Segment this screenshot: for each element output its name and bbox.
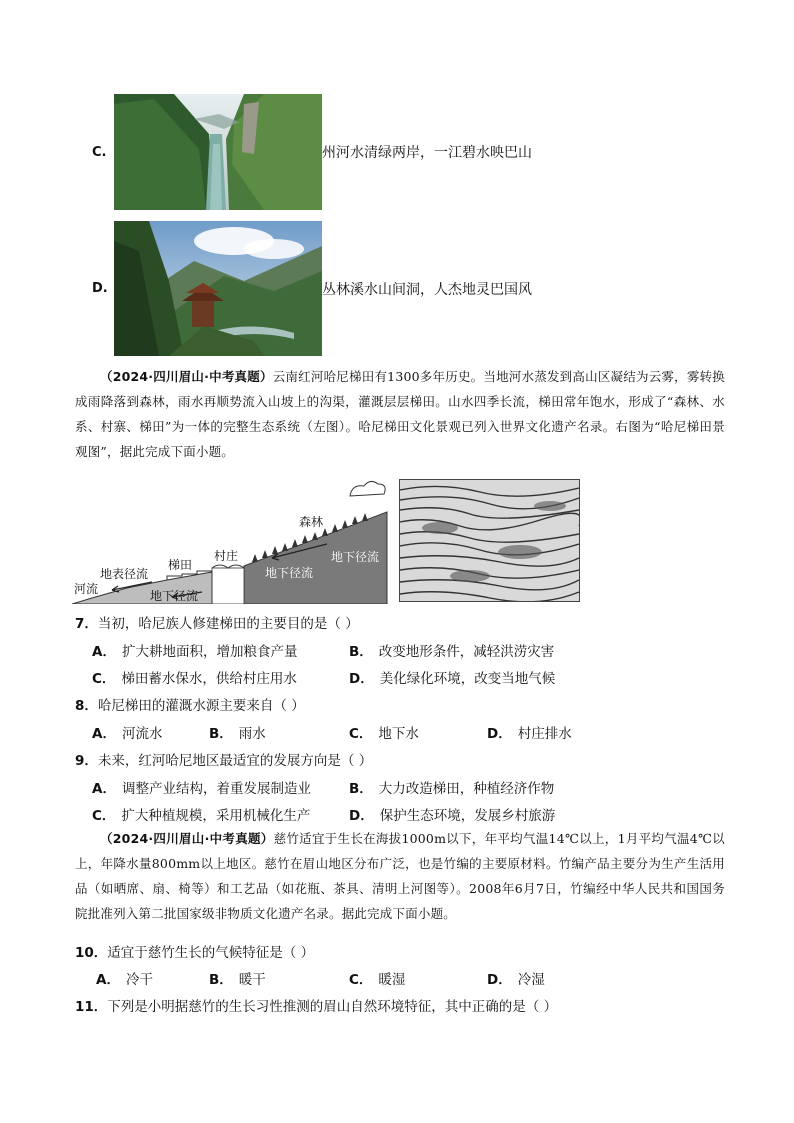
q8-option-c[interactable]: C． 地下水 [349, 726, 419, 742]
q7-options-row2 [92, 667, 555, 687]
q11-number: 11． [75, 999, 108, 1015]
q10-number: 10． [75, 945, 108, 961]
option-d [92, 221, 532, 356]
q11-text: 下列是小明据慈竹的生长习性推测的眉山自然环境特征，其中正确的是（ ） [107, 999, 558, 1015]
q10-option-a[interactable]: A． 冷干 [96, 972, 153, 988]
q9-option-d[interactable]: D． 保护生态环境，发展乡村旅游 [349, 808, 556, 824]
hani-terrace-photo [399, 479, 580, 602]
question-7 [75, 612, 359, 632]
q9-option-b[interactable]: B． 大力改造梯田，种植经济作物 [349, 781, 555, 797]
option-c [92, 94, 532, 210]
option-d-letter: D. [92, 281, 108, 296]
option-c-letter: C. [92, 144, 107, 160]
q9-options-row1 [92, 777, 554, 797]
label-terrace: 梯田 [168, 558, 193, 572]
q7-option-a[interactable]: A． 扩大耕地面积，增加粮食产量 [92, 644, 298, 660]
q10-options [96, 968, 545, 988]
q10-text: 适宜于慈竹生长的气候特征是（ ） [107, 945, 315, 961]
label-surface-runoff: 地表径流 [100, 567, 149, 581]
q8-option-a[interactable]: A． 河流水 [92, 726, 163, 742]
q8-number: 8． [75, 698, 98, 714]
q9-text: 未来，红河哈尼地区最适宜的发展方向是（ ） [97, 753, 373, 769]
q8-options [92, 722, 572, 742]
q10-option-d[interactable]: D． 冷湿 [487, 972, 545, 988]
passage-1-text: 云南红河哈尼梯田有1300多年历史。当地河水蒸发到高山区凝结为云雾，雾转换成雨降落到森林，雨水再顺势流入山坡上的沟渠，灌溉层层梯田。山水四季长流，梯田常年饱水，形成了“森林、水系、村寨、梯田”为一体的完整生态系统（左图）。哈尼梯田文化景观已列入世界文化遗产名录。右图为“哈尼梯田景观图”，据此完成下面小题。 [75, 369, 725, 459]
river-gorge-photo [114, 94, 322, 210]
label-forest: 森林 [299, 515, 324, 529]
question-10 [75, 941, 314, 961]
q9-option-c[interactable]: C． 扩大种植规模，采用机械化生产 [92, 808, 311, 824]
passage-1 [75, 364, 725, 464]
q8-option-d[interactable]: D． 村庄排水 [487, 726, 572, 742]
q7-options-row1 [92, 640, 554, 660]
label-underground-runoff-3: 地下径流 [150, 589, 199, 603]
q8-option-b[interactable]: B． 雨水 [209, 726, 266, 742]
q7-text: 当初，哈尼族人修建梯田的主要目的是（ ） [97, 616, 359, 632]
pavilion-mountain-photo [114, 221, 322, 356]
passage-2-source: （2024·四川眉山·中考真题） [100, 831, 274, 846]
ecosystem-diagram [72, 476, 392, 604]
label-underground-runoff-1: 地下径流 [331, 550, 380, 564]
q9-number: 9． [75, 753, 98, 769]
question-11 [75, 995, 557, 1015]
label-village: 村庄 [214, 549, 239, 563]
q7-option-c[interactable]: C． 梯田蓄水保水，供给村庄用水 [92, 671, 297, 687]
q9-options-row2 [92, 804, 555, 824]
option-d-caption: 丛林溪水山间洞，人杰地灵巴国风 [322, 281, 532, 298]
q8-text: 哈尼梯田的灌溉水源主要来自（ ） [97, 698, 305, 714]
label-underground-runoff-2: 地下径流 [265, 566, 314, 580]
q7-option-b[interactable]: B． 改变地形条件，减轻洪涝灾害 [349, 644, 555, 660]
option-c-caption: 州河水清绿两岸，一江碧水映巴山 [322, 145, 532, 161]
q10-option-b[interactable]: B． 暖干 [209, 972, 266, 988]
passage-2-text: 慈竹适宜于生长在海拔1000m以下，年平均气温14℃以上，1月平均气温4℃以上，年降水量800mm以上地区。慈竹在眉山地区分布广泛，也是竹编的主要原材料。竹编产品主要分为生产生活用品（如晒席、扇、椅等）和工艺品（如花瓶、茶具、清明上河图等）。2008年6月7日，竹编经中华人民共和国国务院批准列入第二批国家级非物质文化遗产名录。据此完成下面小题。 [75, 831, 725, 921]
passage-1-source: （2024·四川眉山·中考真题） [100, 369, 273, 384]
label-river: 河流 [74, 582, 99, 596]
q10-option-c[interactable]: C． 暖湿 [349, 972, 406, 988]
q9-option-a[interactable]: A． 调整产业结构，着重发展制造业 [92, 781, 311, 797]
question-8 [75, 694, 305, 714]
passage-2 [75, 826, 725, 926]
q7-number: 7． [75, 616, 98, 632]
question-9 [75, 749, 372, 769]
q7-option-d[interactable]: D． 美化绿化环境，改变当地气候 [349, 671, 556, 687]
